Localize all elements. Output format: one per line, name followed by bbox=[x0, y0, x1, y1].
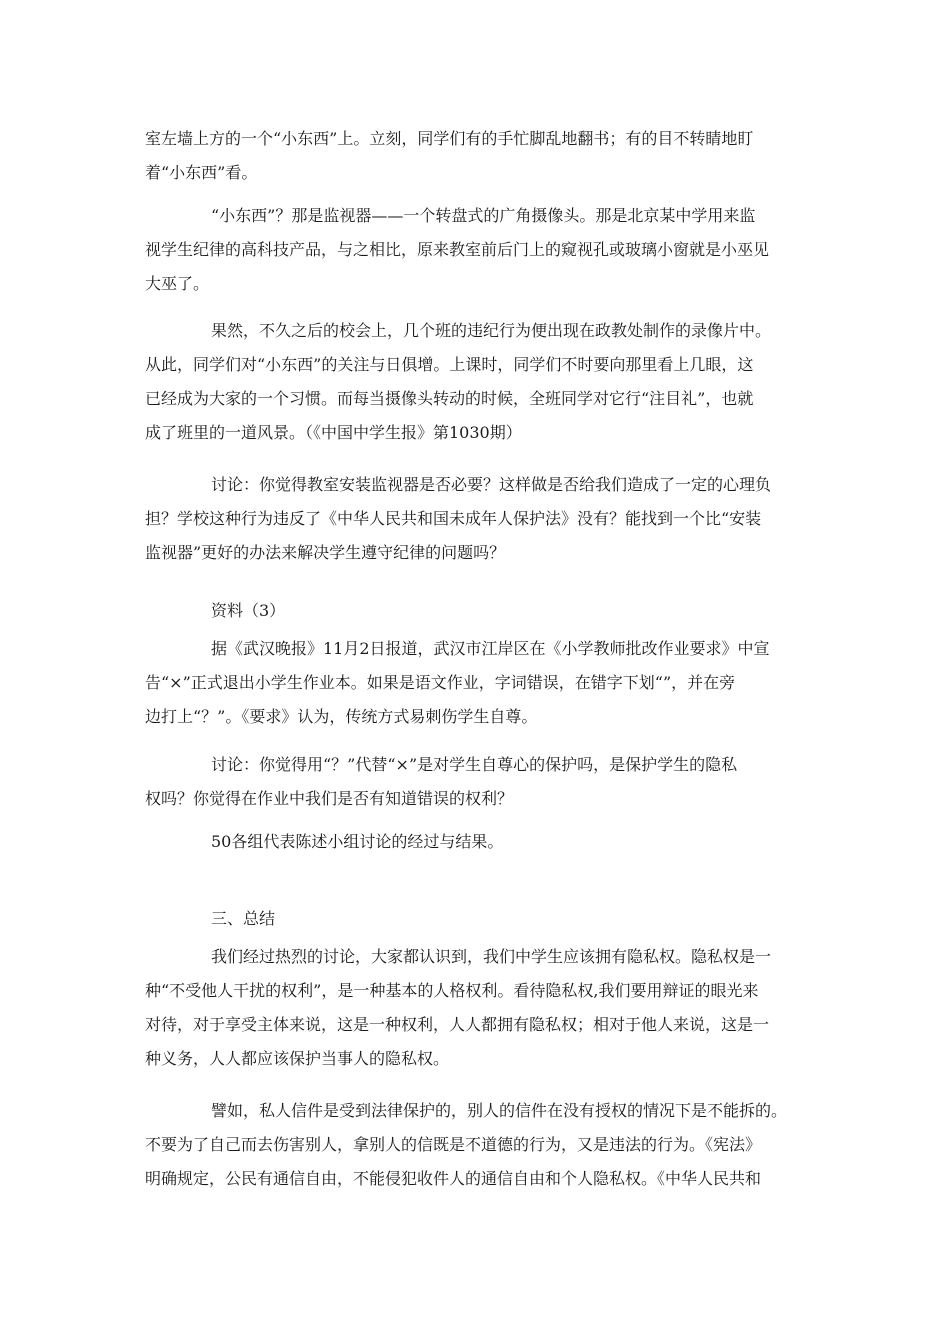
text-line: 果然，不久之后的校会上，几个班的违纪行为便出现在政教处制作的录像片中。 bbox=[211, 321, 772, 340]
text-line: 告“×”正式退出小学生作业本。如果是语文作业，字词错误，在错字下划“”，并在旁 bbox=[145, 673, 736, 692]
paragraph-monitor-description bbox=[145, 199, 815, 301]
text-line: 边打上“？”。《要求》认为，传统方式易刺伤学生自尊。 bbox=[145, 707, 538, 726]
text-line: 大巫了。 bbox=[145, 274, 210, 293]
paragraph-discussion-2 bbox=[145, 748, 815, 816]
paragraph-school-meeting bbox=[145, 314, 815, 450]
text-line: 我们经过热烈的讨论，大家都认识到，我们中学生应该拥有隐私权。隐私权是一 bbox=[211, 947, 772, 966]
text-line: 讨论：你觉得用“？”代替“×”是对学生自尊心的保护吗，是保护学生的隐私 bbox=[211, 755, 738, 774]
text-line: 室左墙上方的一个“小东西”上。立刻，同学们有的手忙脚乱地翻书；有的目不转睛地盯 bbox=[145, 129, 754, 148]
text-line: 对待，对于享受主体来说，这是一种权利，人人都拥有隐私权；相对于他人来说，这是一 bbox=[145, 1015, 770, 1034]
text-line: 不要为了自己而去伤害别人，拿别人的信既是不道德的行为，又是违法的行为。《宪法》 bbox=[145, 1135, 762, 1154]
text-line: 种“不受他人干扰的权利”，是一种基本的人格权利。看待隐私权,我们要用辩证的眼光来 bbox=[145, 981, 759, 1000]
text-line: 权吗？你觉得在作业中我们是否有知道错误的权利？ bbox=[145, 789, 514, 808]
text-line: 担？学校这种行为违反了《中华人民共和国未成年人保护法》没有？能找到一个比“安装 bbox=[145, 509, 762, 528]
text-line: 监视器”更好的办法来解决学生遵守纪律的问题吗？ bbox=[145, 543, 506, 562]
text-line: “小东西”？那是监视器——一个转盘式的广角摄像头。那是北京某中学用来监 bbox=[211, 206, 756, 225]
paragraph-private-letters bbox=[145, 1094, 815, 1196]
text-line: 50各组代表陈述小组讨论的经过与结果。 bbox=[211, 832, 504, 851]
text-line: 明确规定，公民有通信自由，不能侵犯收件人的通信自由和个人隐私权。《中华人民共和 bbox=[145, 1169, 762, 1188]
paragraph-summary bbox=[145, 940, 815, 1076]
text-line: 三、总结 bbox=[211, 909, 276, 928]
text-line: 据《武汉晚报》11月2日报道，武汉市江岸区在《小学教师批改作业要求》中宣 bbox=[211, 639, 770, 658]
text-line: 已经成为大家的一个习惯。而每当摄像头转动的时候，全班同学对它行“注目礼”，也就 bbox=[145, 389, 754, 408]
text-line: 视学生纪律的高科技产品，与之相比，原来教室前后门上的窥视孔或玻璃小窗就是小巫见 bbox=[145, 240, 770, 259]
text-line: 成了班里的一道风景。（《中国中学生报》第1030期） bbox=[145, 423, 522, 442]
section-heading-summary bbox=[145, 902, 815, 936]
text-line: 资料（3） bbox=[211, 601, 286, 620]
text-line: 种义务，人人都应该保护当事人的隐私权。 bbox=[145, 1049, 450, 1068]
paragraph-classroom-camera-intro bbox=[145, 122, 815, 190]
text-line: 着“小东西”看。 bbox=[145, 163, 258, 182]
text-line: 譬如，私人信件是受到法律保护的，别人的信件在没有授权的情况下是不能拆的。 bbox=[211, 1101, 788, 1120]
text-line: 讨论：你觉得教室安装监视器是否必要？这样做是否给我们造成了一定的心理负 bbox=[211, 475, 772, 494]
paragraph-material-3-heading bbox=[145, 594, 815, 628]
paragraph-wuhan-report bbox=[145, 632, 815, 734]
text-line: 从此，同学们对“小东西”的关注与日俱增。上课时，同学们不时要向那里看上几眼，这 bbox=[145, 355, 754, 374]
paragraph-group-report bbox=[145, 825, 815, 859]
paragraph-discussion-1 bbox=[145, 468, 815, 570]
